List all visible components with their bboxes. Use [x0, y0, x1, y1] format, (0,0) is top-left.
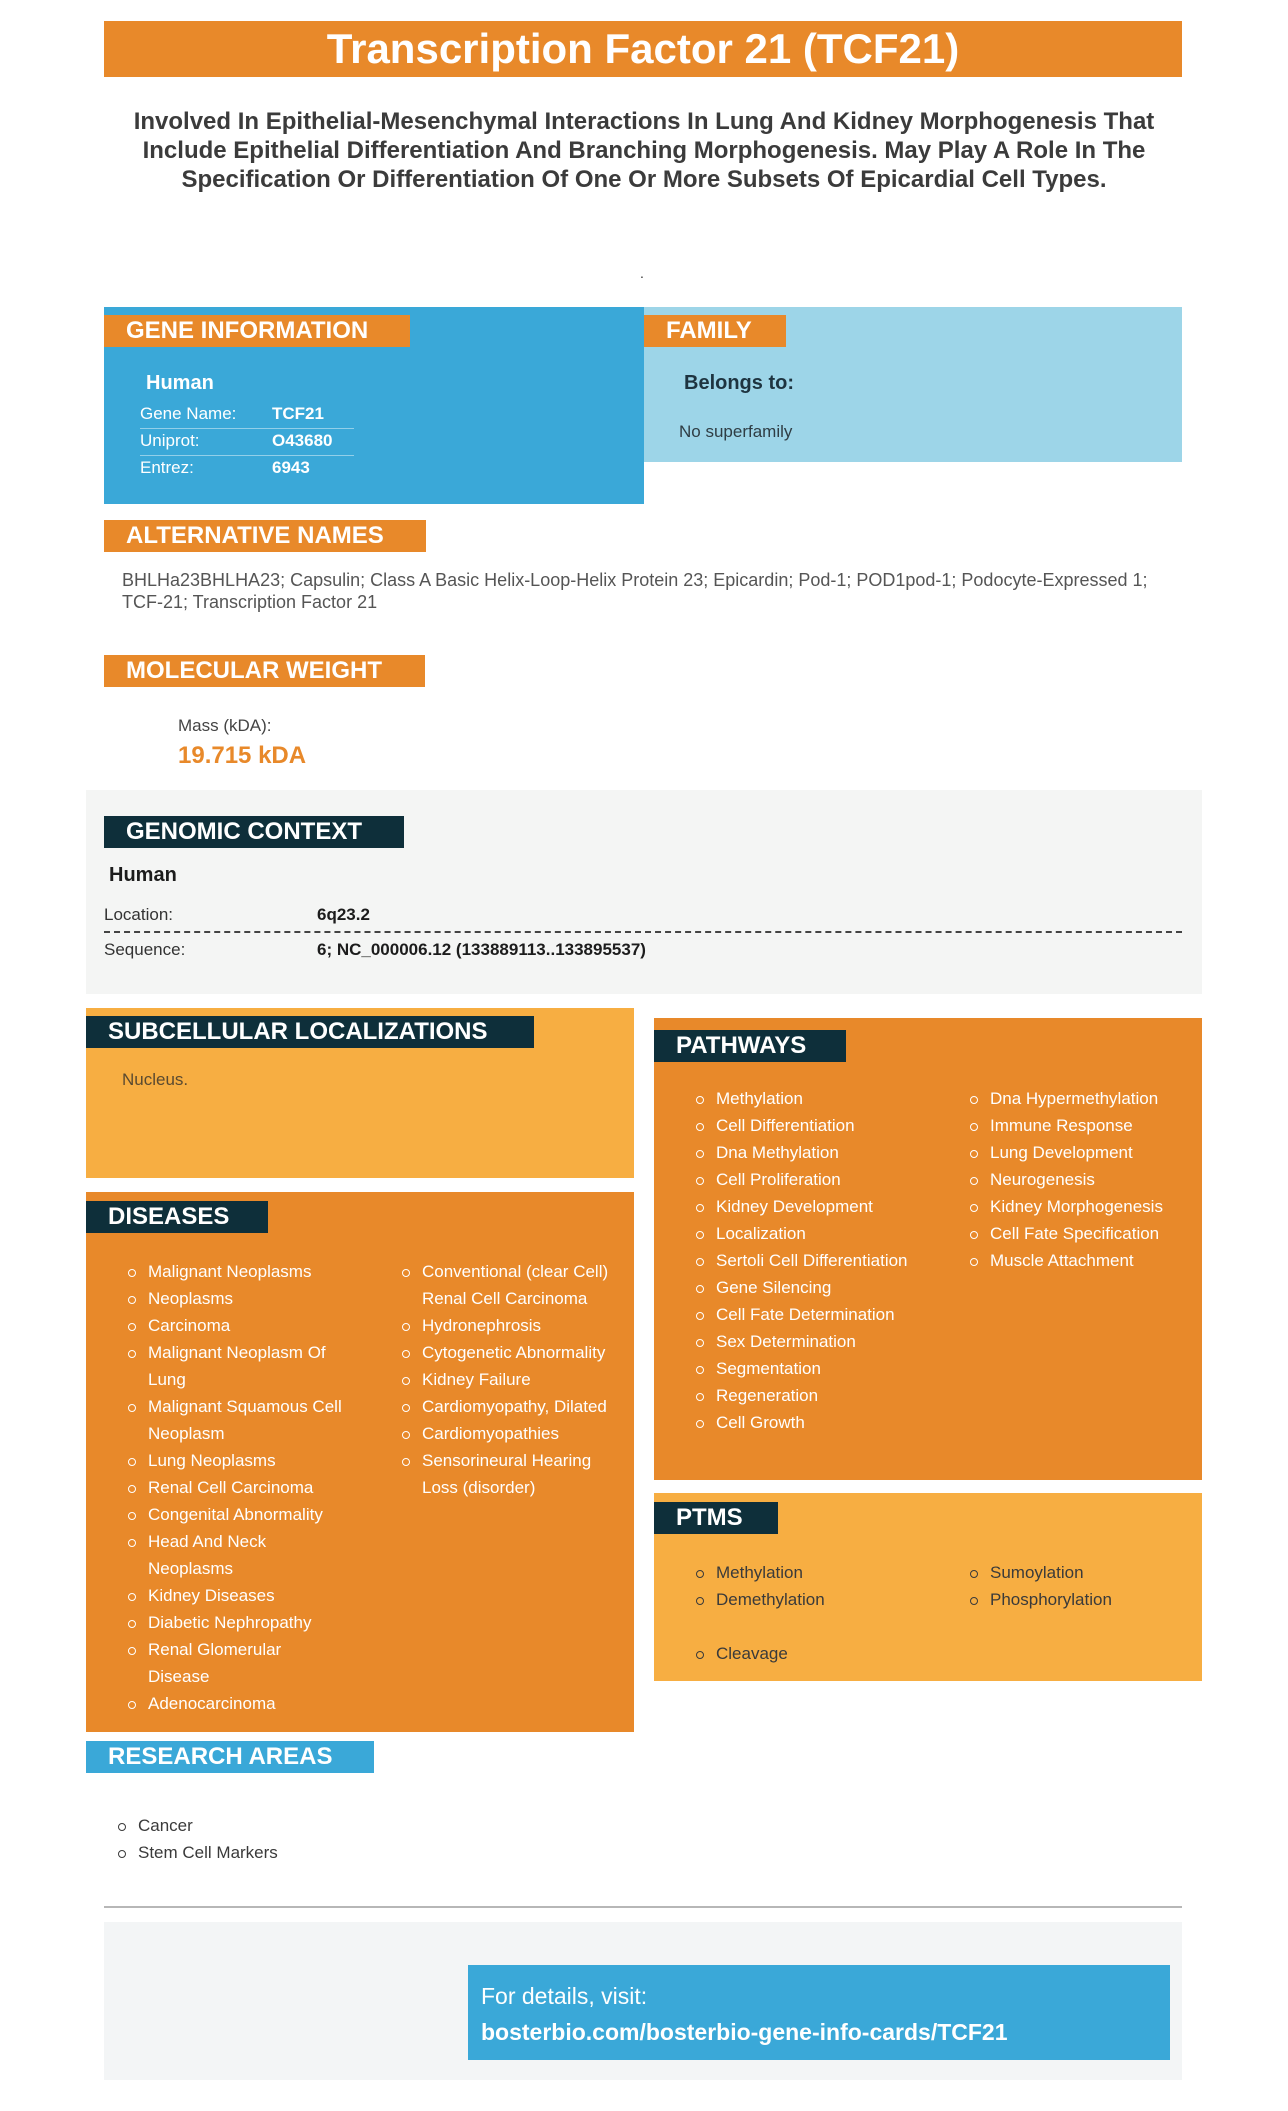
- list-item: Methylation: [694, 1559, 934, 1586]
- entrez-value[interactable]: 6943: [272, 458, 310, 477]
- list-item: Kidney Failure: [400, 1366, 622, 1393]
- sequence-label: Sequence:: [104, 940, 186, 959]
- genomic-species: Human: [109, 864, 177, 886]
- ptms-heading: PTMS: [654, 1502, 778, 1534]
- list-item: Sensorineural Hearing Loss (disorder): [400, 1447, 622, 1501]
- pathways-list-right: [968, 1085, 1198, 1274]
- list-item: Malignant Neoplasms: [126, 1258, 346, 1285]
- list-item: Lung Neoplasms: [126, 1447, 346, 1474]
- list-item: Cell Fate Specification: [968, 1220, 1198, 1247]
- list-item: Cancer: [116, 1812, 416, 1839]
- list-item: Muscle Attachment: [968, 1247, 1198, 1274]
- list-item: Localization: [694, 1220, 934, 1247]
- sequence-value: 6; NC_000006.12 (133889113..133895537): [317, 940, 646, 959]
- list-item: Cardiomyopathies: [400, 1420, 622, 1447]
- list-item: Stem Cell Markers: [116, 1839, 416, 1866]
- family-heading: FAMILY: [644, 315, 786, 347]
- gene-description: Involved In Epithelial-Mesenchymal Interactions In Lung And Kidney Morphogenesis That Include Epithelial Differentiation And Branching Morphogenesis. May Play A Role In The Specification Or Differentiation Of One Or More Subsets Of Epicardial Cell Types.: [133, 108, 1155, 193]
- pathways-list-left: [694, 1085, 934, 1436]
- details-card: [468, 1965, 1170, 2060]
- list-item: Regeneration: [694, 1382, 934, 1409]
- details-label: For details, visit:: [481, 1983, 648, 2009]
- subcellular-heading: SUBCELLULAR LOCALIZATIONS: [86, 1016, 534, 1048]
- entrez-label: Entrez:: [140, 458, 194, 477]
- page-title: Transcription Factor 21 (TCF21): [104, 21, 1182, 77]
- diseases-list-right: [400, 1258, 622, 1501]
- list-item: Neoplasms: [126, 1285, 346, 1312]
- list-item: Demethylation: [694, 1586, 934, 1613]
- list-item: Sex Determination: [694, 1328, 934, 1355]
- list-item: Head And Neck Neoplasms: [126, 1528, 346, 1582]
- gene-name-label: Gene Name:: [140, 404, 237, 423]
- alternative-names-text: BHLHa23BHLHA23; Capsulin; Class A Basic Helix-Loop-Helix Protein 23; Epicardin; Pod-1; POD1pod-1; Podocyte-Expressed 1; TCF-21; Transcription Factor 21: [122, 570, 1148, 612]
- dashed-divider: [104, 931, 1182, 933]
- pathways-heading: PATHWAYS: [654, 1030, 846, 1062]
- list-item: Cell Proliferation: [694, 1166, 934, 1193]
- list-item: Sumoylation: [968, 1559, 1188, 1586]
- research-areas-heading: RESEARCH AREAS: [86, 1741, 374, 1773]
- list-item: Gene Silencing: [694, 1274, 934, 1301]
- list-item: Sertoli Cell Differentiation: [694, 1247, 934, 1274]
- list-item: Congenital Abnormality: [126, 1501, 346, 1528]
- list-item: Dna Hypermethylation: [968, 1085, 1198, 1112]
- alternative-names-heading: ALTERNATIVE NAMES: [104, 520, 426, 552]
- list-item: Segmentation: [694, 1355, 934, 1382]
- list-item: Renal Glomerular Disease: [126, 1636, 346, 1690]
- list-item: Dna Methylation: [694, 1139, 934, 1166]
- separator-dot: .: [640, 265, 644, 281]
- list-item: Conventional (clear Cell) Renal Cell Carcinoma: [400, 1258, 622, 1312]
- list-item: Methylation: [694, 1085, 934, 1112]
- family-value: No superfamily: [679, 422, 793, 441]
- molecular-weight-heading: MOLECULAR WEIGHT: [104, 655, 425, 687]
- details-link[interactable]: bosterbio.com/bosterbio-gene-info-cards/TCF21: [481, 2019, 1008, 2045]
- uniprot-label: Uniprot:: [140, 431, 200, 450]
- genomic-context-heading: GENOMIC CONTEXT: [104, 816, 404, 848]
- list-item: Cytogenetic Abnormality: [400, 1339, 622, 1366]
- diseases-list-left: [126, 1258, 346, 1717]
- list-item: Carcinoma: [126, 1312, 346, 1339]
- list-item: Malignant Neoplasm Of Lung: [126, 1339, 346, 1393]
- location-label: Location:: [104, 905, 173, 924]
- row-divider: [140, 428, 354, 429]
- list-item: Diabetic Nephropathy: [126, 1609, 346, 1636]
- list-item: Cleavage: [694, 1640, 934, 1667]
- research-areas-list: [116, 1812, 416, 1866]
- list-item: Immune Response: [968, 1112, 1198, 1139]
- gene-species: Human: [146, 372, 214, 394]
- mass-value: 19.715 kDA: [178, 742, 307, 769]
- subcellular-text: Nucleus.: [122, 1070, 189, 1089]
- list-item: Kidney Diseases: [126, 1582, 346, 1609]
- location-value: 6q23.2: [317, 905, 370, 924]
- mass-label: Mass (kDA):: [178, 716, 272, 735]
- diseases-heading: DISEASES: [86, 1201, 268, 1233]
- list-item: Cardiomyopathy, Dilated: [400, 1393, 622, 1420]
- row-divider: [140, 455, 354, 456]
- gene-information-heading: GENE INFORMATION: [104, 315, 410, 347]
- list-item: Hydronephrosis: [400, 1312, 622, 1339]
- ptms-list-extra: [694, 1640, 934, 1667]
- list-item: Kidney Morphogenesis: [968, 1193, 1198, 1220]
- gene-name-value: TCF21: [272, 404, 324, 423]
- list-item: Renal Cell Carcinoma: [126, 1474, 346, 1501]
- ptms-list-left: [694, 1559, 934, 1613]
- footer-divider: [104, 1906, 1182, 1908]
- ptms-list-right: [968, 1559, 1188, 1613]
- list-item: Cell Growth: [694, 1409, 934, 1436]
- list-item: Neurogenesis: [968, 1166, 1198, 1193]
- list-item: Adenocarcinoma: [126, 1690, 346, 1717]
- list-item: Malignant Squamous Cell Neoplasm: [126, 1393, 346, 1447]
- list-item: Lung Development: [968, 1139, 1198, 1166]
- list-item: Cell Differentiation: [694, 1112, 934, 1139]
- belongs-to-label: Belongs to:: [684, 372, 794, 394]
- list-item: Kidney Development: [694, 1193, 934, 1220]
- uniprot-value[interactable]: O43680: [272, 431, 333, 450]
- list-item: Phosphorylation: [968, 1586, 1188, 1613]
- list-item: Cell Fate Determination: [694, 1301, 934, 1328]
